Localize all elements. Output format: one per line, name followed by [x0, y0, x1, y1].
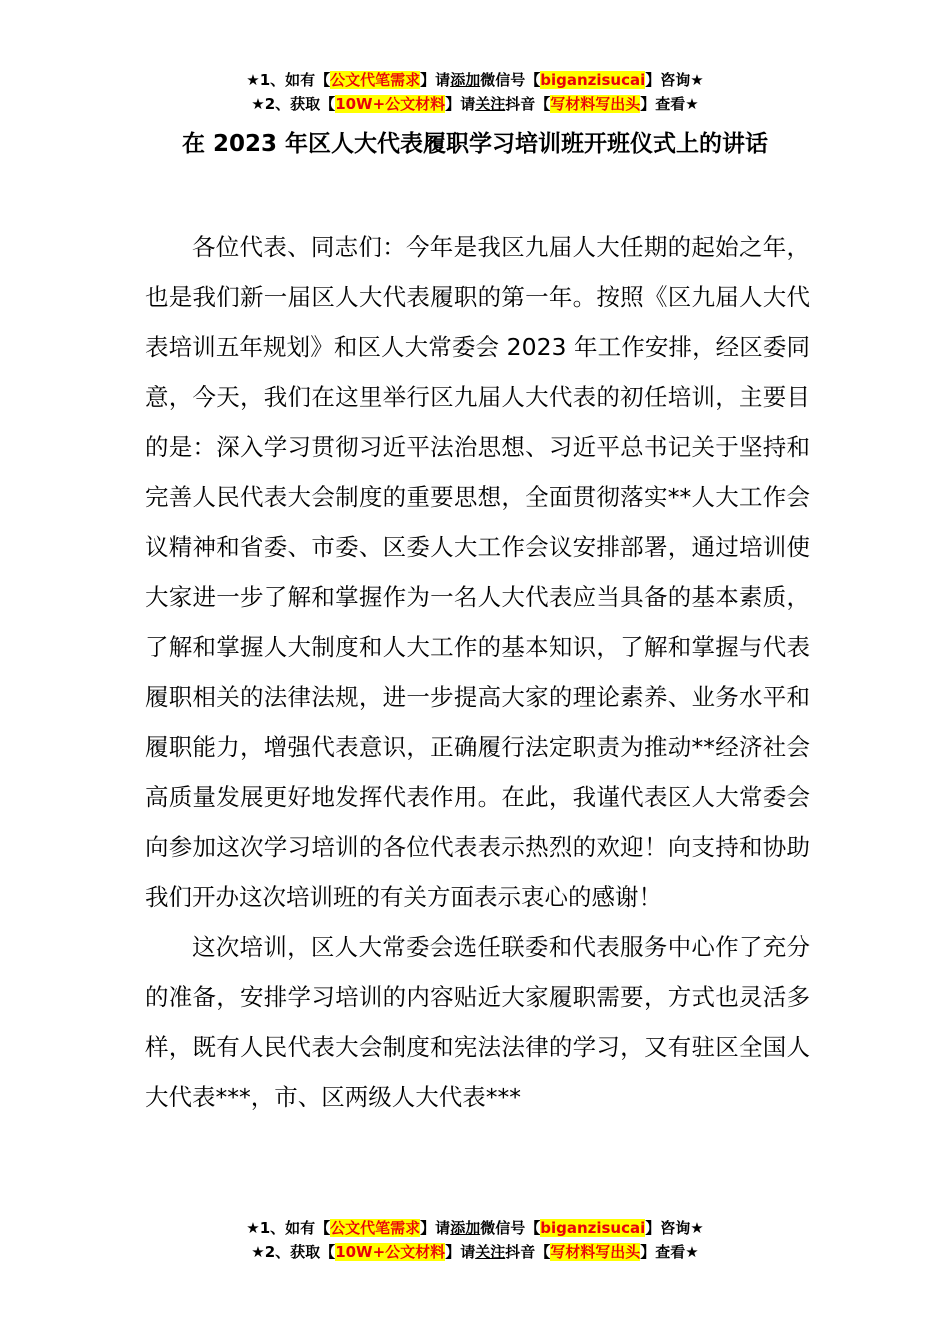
document-title: 在 2023 年区人大代表履职学习培训班开班仪式上的讲话: [181, 131, 769, 157]
footer-banner: [0, 1216, 950, 1264]
document-body: [145, 222, 810, 1122]
banner-highlight-douyin: 写材料写出头: [550, 1243, 641, 1261]
paragraph-2: 这次培训，区人大常委会选任联委和代表服务中心作了充分的准备，安排学习培训的内容贴近大家履职需要，方式也灵活多样，既有人民代表大会制度和宪法法律的学习，又有驻区全国人大代表***，市、区两级人大代表***: [145, 933, 810, 1111]
banner-highlight-service: 公文代笔需求: [330, 1219, 421, 1237]
banner-highlight-wechat-id: biganzisucai: [540, 71, 646, 89]
header-banner: [0, 68, 950, 116]
paragraph-1: 各位代表、同志们：今年是我区九届人大任期的起始之年，也是我们新一届区人大代表履职的第一年。按照《区九届人大代表培训五年规划》和区人大常委会 2023 年工作安排，经区委同意，今天，我们在这里举行区九届人大代表的初任培训，主要目的是：深入学习贯彻习近平法治思想、习近平总书记关于坚持和完善人民代表大会制度的重要思想，全面贯彻落实**人大工作会议精神和省委、市委、区委人大工作会议安排部署，通过培训使大家进一步了解和掌握作为一名人大代表应当具备的基本素质，了解和掌握人大制度和人大工作的基本知识，了解和掌握与代表履职相关的法律法规，进一步提高大家的理论素养、业务水平和履职能力，增强代表意识，正确履行法定职责为推动**经济社会高质量发展更好地发挥代表作用。在此，我谨代表区人大常委会向参加这次学习培训的各位代表表示热烈的欢迎！向支持和协助我们开办这次培训班的有关方面表示衷心的感谢！: [145, 233, 810, 911]
banner-line-2: ★2、获取【10W+公文材料】请关注抖音【写材料写出头】查看★: [251, 95, 699, 113]
banner-highlight-wechat-id: biganzisucai: [540, 1219, 646, 1237]
banner-highlight-douyin: 写材料写出头: [550, 95, 641, 113]
banner-line-1: ★1、如有【公文代笔需求】请添加微信号【biganzisucai】咨询★: [246, 71, 704, 89]
banner-highlight-service: 公文代笔需求: [330, 71, 421, 89]
banner-line-1: ★1、如有【公文代笔需求】请添加微信号【biganzisucai】咨询★: [246, 1219, 704, 1237]
banner-highlight-materials: 10W+公文材料: [335, 1243, 446, 1261]
banner-line-2: ★2、获取【10W+公文材料】请关注抖音【写材料写出头】查看★: [251, 1243, 699, 1261]
banner-highlight-materials: 10W+公文材料: [335, 95, 446, 113]
